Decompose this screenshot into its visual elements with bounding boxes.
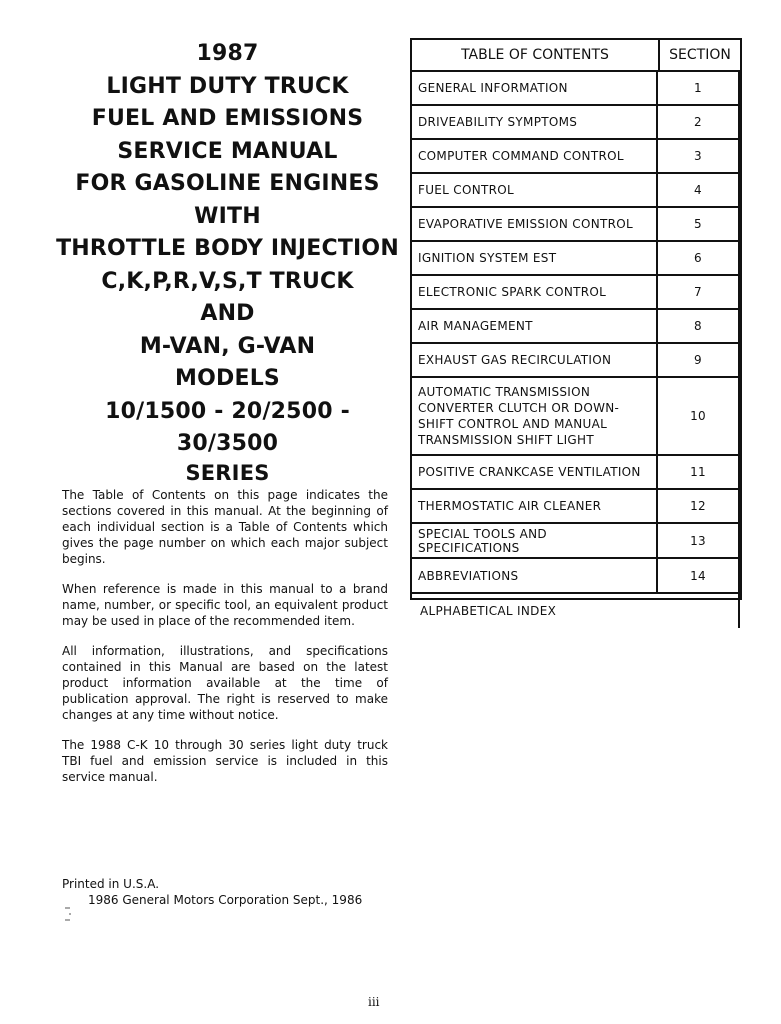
manual-title (55, 38, 400, 485)
toc-row-section: 8 (658, 310, 740, 342)
toc-row-title: EXHAUST GAS RECIRCULATION (412, 344, 658, 376)
table-of-contents (410, 38, 742, 618)
title-line: THROTTLE BODY INJECTION (56, 236, 399, 261)
toc-alphabetical-index: ALPHABETICAL INDEX (412, 594, 740, 628)
title-line: 1987 (196, 41, 259, 66)
toc-row-section: 4 (658, 174, 740, 206)
title-line: MODELS (175, 366, 280, 391)
title-line: LIGHT DUTY TRUCK (106, 73, 349, 99)
paragraph: All information, illustrations, and specifications contained in this Manual are based on the latest product information available at the time of publication approval. The right is reserved to make changes at any time without notice. (62, 644, 388, 722)
toc-row (412, 524, 740, 559)
toc-row (412, 242, 740, 276)
toc-row (412, 344, 740, 378)
title-line: SERIES (185, 460, 270, 485)
toc-row-section: 12 (658, 490, 740, 522)
toc-row-title: SPECIAL TOOLS AND SPECIFICATIONS (412, 524, 658, 557)
page-number: iii (368, 995, 380, 1009)
title-line: AND (200, 301, 255, 326)
title-line: FUEL AND EMISSIONS (91, 106, 364, 131)
toc-row-title: AUTOMATIC TRANSMISSION CONVERTER CLUTCH OR DOWN-SHIFT CONTROL AND MANUAL TRANSMISSION SHIFT LIGHT (412, 378, 658, 454)
toc-row-section: 14 (658, 559, 740, 592)
toc-row (412, 378, 740, 456)
toc-row-title: POSITIVE CRANKCASE VENTILATION (412, 456, 658, 488)
toc-row-title: ELECTRONIC SPARK CONTROL (412, 276, 658, 308)
toc-row (412, 559, 740, 594)
toc-row-section: 2 (658, 106, 740, 138)
title-line: WITH (194, 203, 261, 229)
printed-in: Printed in U.S.A. (62, 877, 160, 891)
title-line: FOR GASOLINE ENGINES (75, 171, 380, 196)
toc-row-title: AIR MANAGEMENT (412, 310, 658, 342)
paragraph: The Table of Contents on this page indicates the sections covered in this manual. At the beginning of each individual section is a Table of Contents which gives the page number on which each major subject begins. (62, 488, 388, 566)
toc-row-title: COMPUTER COMMAND CONTROL (412, 140, 658, 172)
toc-row-section: 9 (658, 344, 740, 376)
toc-header-section: SECTION (669, 47, 731, 63)
toc-row-section: 1 (658, 72, 740, 104)
toc-row-title: EVAPORATIVE EMISSION CONTROL (412, 208, 658, 240)
toc-header-title: TABLE OF CONTENTS (412, 40, 660, 70)
toc-row-section: 13 (658, 524, 740, 557)
toc-row (412, 174, 740, 208)
toc-row (412, 276, 740, 310)
toc-row (412, 310, 740, 344)
toc-row-title: DRIVEABILITY SYMPTOMS (412, 106, 658, 138)
toc-header (412, 40, 740, 72)
copyright-mark-icon (64, 906, 72, 926)
toc-row-section: 7 (658, 276, 740, 308)
toc-row-title: ABBREVIATIONS (412, 559, 658, 592)
toc-row-title: IGNITION SYSTEM EST (412, 242, 658, 274)
toc-row (412, 106, 740, 140)
toc-row-title: THERMOSTATIC AIR CLEANER (412, 490, 658, 522)
toc-row-section: 5 (658, 208, 740, 240)
title-line: C,K,P,R,V,S,T TRUCK (101, 268, 354, 294)
toc-row-section: 3 (658, 140, 740, 172)
intro-paragraphs (62, 487, 388, 799)
title-line: 10/1500 - 20/2500 - 30/3500 (105, 398, 350, 456)
title-line: M-VAN, G-VAN (139, 333, 316, 359)
toc-row (412, 72, 740, 106)
copyright-notice: 1986 General Motors Corporation Sept., 1986 (88, 893, 363, 907)
toc-row-section: 10 (658, 378, 740, 454)
title-line: SERVICE MANUAL (117, 138, 338, 164)
toc-row (412, 140, 740, 174)
toc-row-title: GENERAL INFORMATION (412, 72, 658, 104)
toc-row (412, 490, 740, 524)
toc-row-section: 11 (658, 456, 740, 488)
paragraph: The 1988 C-K 10 through 30 series light duty truck TBI fuel and emission service is included in this service manual. (62, 738, 388, 784)
toc-row (412, 456, 740, 490)
paragraph: When reference is made in this manual to a brand name, number, or specific tool, an equivalent product may be used in place of the recommended item. (62, 582, 388, 628)
toc-row-title: FUEL CONTROL (412, 174, 658, 206)
toc-row-section: 6 (658, 242, 740, 274)
toc-row (412, 208, 740, 242)
